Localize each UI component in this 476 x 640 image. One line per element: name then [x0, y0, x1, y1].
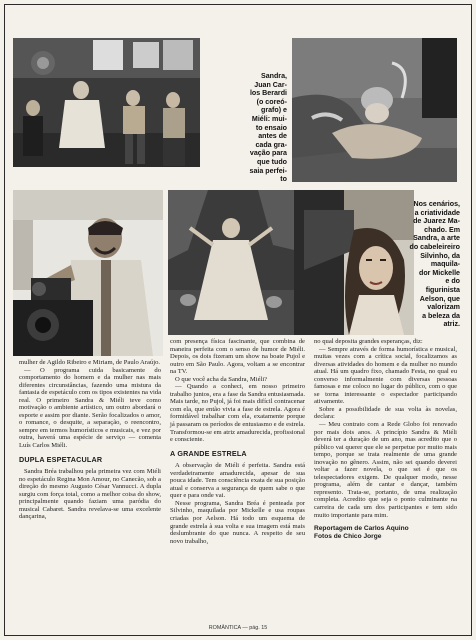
caption-line: Juan Car- [254, 80, 287, 89]
paragraph: Sobre a possibilidade de sua volta às novelas, declara: [314, 405, 457, 421]
article-column-2 [170, 338, 305, 545]
dancer-in-gown-photo [168, 190, 294, 335]
cameraman-photo [13, 190, 163, 356]
article-column-3 [314, 338, 457, 541]
caption-line: (o coreó- [256, 97, 287, 106]
paragraph: — Quando a conheci, em nosso primeiro trabalho juntos, era a fase da Sandra entusiasmada. Mais tarde, no Pujol, já foi mais difícil contracenar com ela, que então vivia a fase de estrela. Agora é formidável trabalhar com ela, exatamente porque já passaram os períodos de entusiasmo e de estrela. Transformou-se em atriz amadurecida, profissional e consciente. [170, 383, 305, 444]
paragraph: — Sempre através de forma humorística e musical, muitas vezes com a crítica social, focalizamos as diversas atividades do homem e da mulher no mundo atual. Há um quadro fixo, chamado Festa, no qual eu converso informalmente com diversas pessoas famosas e me coloco no lugar do público, com o que se torna interessante o espectador participando ativamente. [314, 345, 457, 406]
caption-line: Silvinho, da [420, 251, 460, 260]
actress-portrait-photo [294, 190, 414, 335]
paragraph: — O programa cuida basicamente do comportamento do homem e da mulher nas mais diferentes circunstâncias, fazendo uma mistura da fantasia de espetáculo com os tipos existentes na vida real. O primeiro Sandra & Miéli teve como motivação o ambiente artístico, um outro abordará o esporte e assim por diante. Serão focalizados o amor, o romance, o desquite, a separação, o reencontro, sempre em termos humorísticos e musicais, e vez por outra, haverá uma espécie de serviço — comenta Luís Carlos Miéli. [19, 366, 161, 450]
caption-line: Aelson, que [419, 294, 460, 303]
article-column-1 [19, 359, 161, 521]
caption-line: antes de [258, 132, 287, 141]
caption-line: vação para [249, 149, 287, 158]
caption-line: a beleza da [422, 311, 460, 320]
caption-top [201, 72, 287, 184]
caption-line: los Berardi [249, 89, 287, 98]
paragraph: Nesse programa, Sandra Bréa é penteada por Silvinho, maquilada por Mickelle e usa roupas criadas por Aelson. Há todo um esquema de grande estrela à sua volta e sua imagem está mais deslumbrante do que nunca. A respeito de seu novo trabalho, [170, 499, 305, 545]
page-footer: ROMÂNTICA — pág. 15 [208, 625, 268, 631]
caption-middle [400, 200, 460, 329]
reclining-actress-photo [292, 38, 457, 182]
caption-line: Sandra, a arte [413, 234, 460, 243]
section-heading: A GRANDE ESTRELA [170, 448, 247, 458]
paragraph: Sandra Bréa trabalhou pela primeira vez com Miéli no espetáculo Regina Mon Amour, no Canecão, sob a direção do mesmo Augusto César Vannucci. A dupla surgiu com força total, como a melhor coisa do show, principalmente quando faziam uma paródia do musical Cabaret. Sandra revelava-se uma excelente dançarina, [19, 468, 161, 521]
caption-line: dor Mickelle [418, 268, 460, 277]
caption-line: to [280, 175, 287, 184]
caption-line: saia perfei- [249, 166, 287, 175]
paragraph: O que você acha da Sandra, Miéli? [175, 375, 268, 383]
caption-line: maquila- [430, 260, 460, 269]
caption-line: Sandra, [260, 72, 287, 80]
caption-line: valorizam [427, 303, 460, 312]
paragraph: mulher de Agildo Ribeiro e Miriam, de Paulo Araújo. [19, 359, 161, 366]
section-heading: DUPLA ESPETACULAR [19, 454, 103, 464]
caption-line: chado. Em [424, 225, 460, 234]
credit-line: Reportagem de Carlos Aquino [314, 525, 409, 533]
credit-line: Fotos de Chico Jorge [314, 533, 382, 541]
caption-line: a criatividade [414, 208, 460, 217]
paragraph: A observação de Miéli é perfeita. Sandra está verdadeiramente amadurecida, apesar de sua pouca idade. Tem consciência exata de sua posição atual e conserva a segurança de quem sabe o que quer e para onde vai. [170, 462, 305, 500]
caption-line: figurinista [425, 285, 460, 294]
caption-line: do cabeleireiro [409, 242, 460, 251]
caption-line: e do [445, 277, 460, 286]
caption-line: que tudo [257, 157, 287, 166]
paragraph: — Meu contrato com a Rede Globo foi renovado por mais dois anos. A princípio Sandra & Miéli deverá ter a duração de um ano, mas acredito que o público vai querer que ele se perpetue por muito mais tempo, porque se trata realmente de uma grande inovação no gênero. Assim, não sei quando deverei voltar a fazer novela, o que sei é que os telespectadores exigem. De qualquer modo, nesse programa, além de cantar e dançar, também represento. Trata-se, portanto, de uma realização completa. Acredito que seja o ponto culminante na carreira de cada um dos participantes e tem sido muito importante para mim. [314, 421, 457, 519]
caption-line: cada gra- [255, 140, 287, 149]
caption-line: to ensaio [255, 123, 287, 132]
caption-line: de Juarez Ma- [413, 217, 460, 226]
paragraph: no qual deposita grandes esperanças, diz: [314, 338, 423, 345]
dancers-rehearsal-photo [13, 38, 200, 167]
caption-line: grafo) e [260, 106, 287, 115]
caption-line: atriz. [443, 320, 460, 329]
caption-line: Miéli: mui- [251, 114, 287, 123]
photo-credit [314, 525, 457, 541]
paragraph: com presença física fascinante, que combina de maneira perfeita com o senso de humor de Miéli. Depois, os dois fizeram um show na boate Pujol e outro em São Paulo. Agora, voltam a se encontrar na TV. [170, 338, 305, 376]
caption-line: Nos cenários, [413, 200, 460, 208]
